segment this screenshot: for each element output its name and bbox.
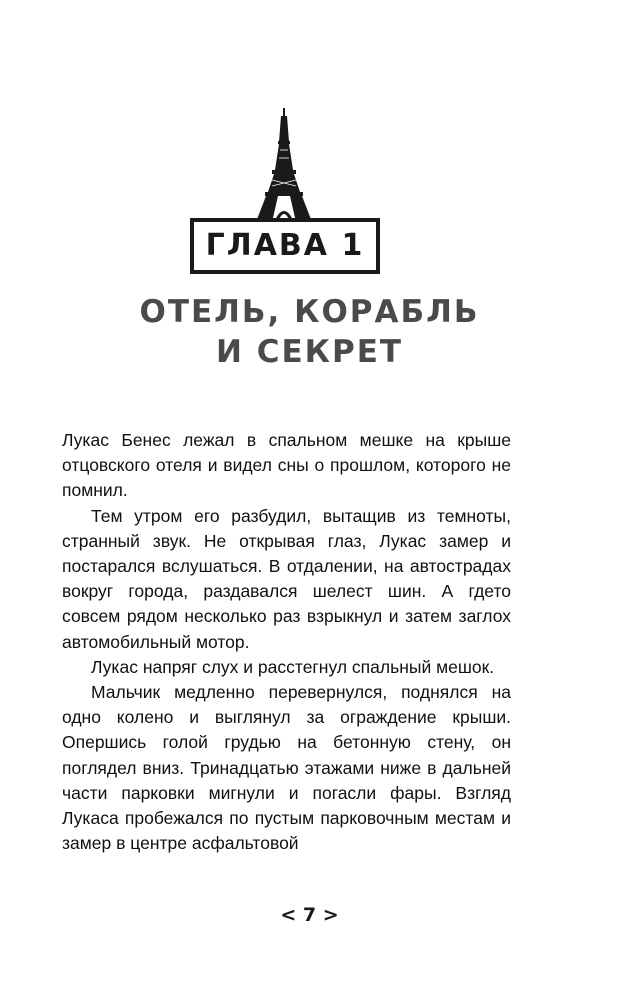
chapter-title-line-2: И СЕКРЕТ xyxy=(215,334,404,370)
chapter-label: ГЛАВА 1 xyxy=(205,228,365,263)
chapter-title-line-1: ОТЕЛЬ, КОРАБЛЬ xyxy=(139,294,480,330)
chapter-title xyxy=(0,292,619,372)
paragraph: Лукас напряг слух и расстегнул спальный мешок. xyxy=(91,656,495,677)
paragraph: Тем утром его разбудил, вытащив из темноты, странный звук. Не открывая глаз, Лукас замер и постарался вслушаться. В отдалении, на автострадах вокруг города, раздавался шелест шин. А гдето совсем рядом несколько раз взрыкнул и затем заглох автомобильный мотор. xyxy=(62,505,511,652)
paragraph: Лукас Бенес лежал в спальном мешке на крыше отцовского отеля и видел сны о прошлом, которого не помнил. xyxy=(62,430,511,501)
page-number: < 7 > xyxy=(280,904,339,926)
eiffel-tower-icon xyxy=(252,108,316,222)
chapter-label-box xyxy=(190,218,380,274)
paragraph: Мальчик медленно перевернулся, поднялся на одно колено и выглянул за ограждение крыши. Опершись голой грудью на бетонную стену, он поглядел вниз. Тринадцатью этажами ниже в дальней части парковки мигнули и погасли фары. Взгляд Лукаса пробежался по пустым парковочным местам и замер в центре асфальтовой xyxy=(62,682,511,854)
chapter-body-text xyxy=(62,428,511,856)
